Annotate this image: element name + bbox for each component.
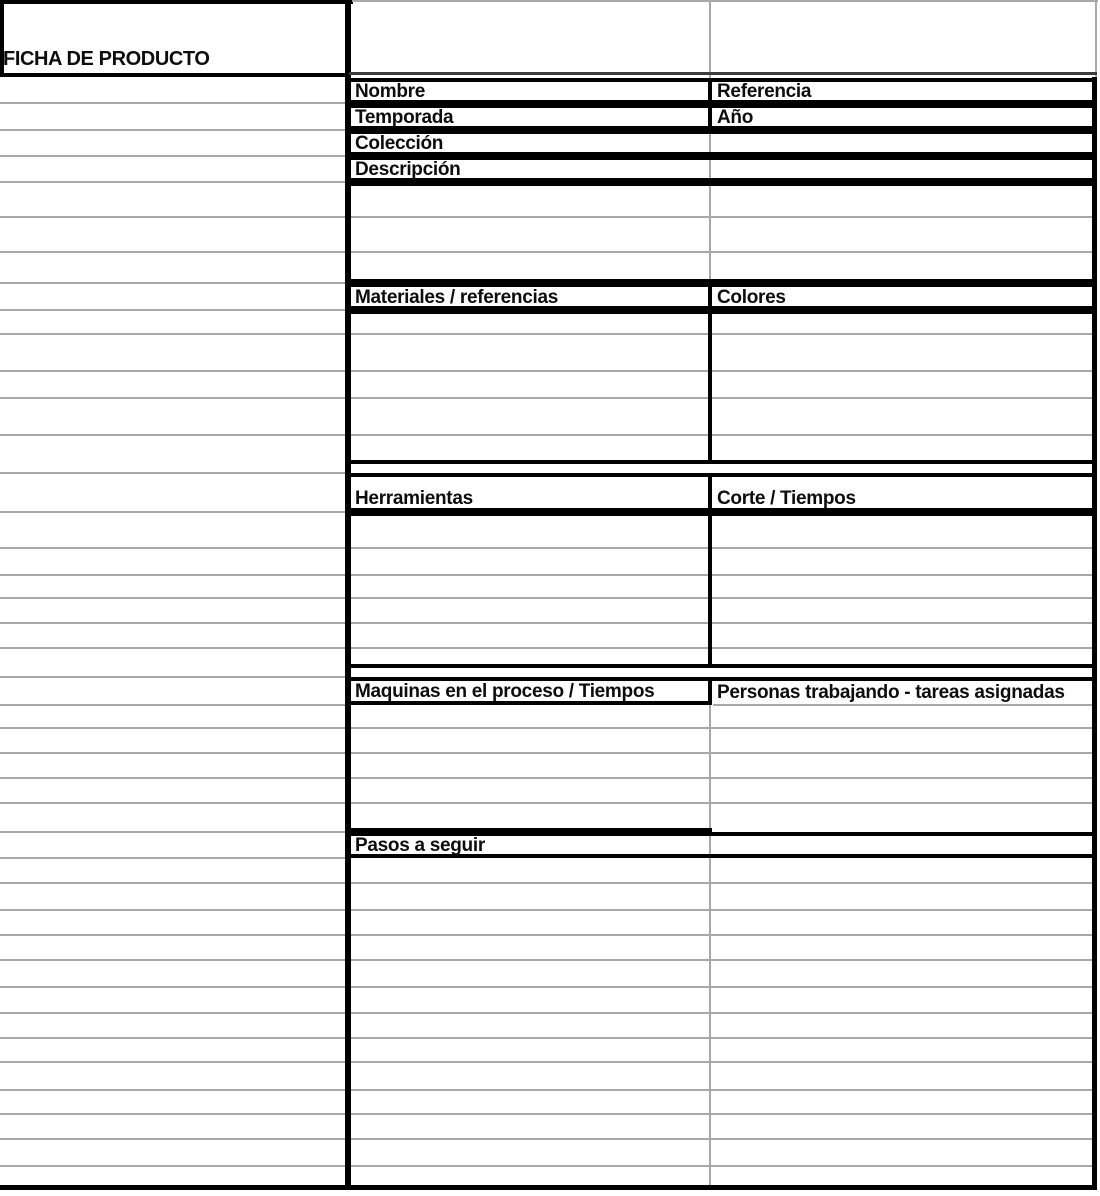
colores-label: Colores xyxy=(717,287,786,308)
coleccion-field-cell[interactable] xyxy=(345,130,1097,156)
top-gridline xyxy=(352,0,1098,2)
personas-content-area[interactable] xyxy=(713,707,1092,828)
anio-label: Año xyxy=(717,107,754,128)
materiales-label: Materiales / referencias xyxy=(355,287,558,308)
gridline xyxy=(709,0,711,78)
colores-content-cell[interactable] xyxy=(708,310,1097,464)
temporada-label: Temporada xyxy=(355,107,454,128)
bottom-border xyxy=(0,1185,1097,1190)
gridline xyxy=(1095,0,1097,78)
descripcion-content-cell[interactable] xyxy=(345,182,1097,283)
nombre-label: Nombre xyxy=(355,81,425,102)
coleccion-label: Colección xyxy=(355,133,444,154)
gridline xyxy=(713,704,1092,706)
referencia-label: Referencia xyxy=(717,81,812,102)
page-title: FICHA DE PRODUCTO xyxy=(3,48,210,70)
corte-content-cell[interactable] xyxy=(708,512,1097,668)
anio-field-cell[interactable] xyxy=(708,104,1097,130)
descripcion-label: Descripción xyxy=(355,159,461,180)
pasos-content-area[interactable] xyxy=(348,860,1092,1183)
maquinas-content-cell[interactable] xyxy=(345,705,712,832)
title-row-divider xyxy=(348,72,1097,75)
materiales-content-cell[interactable] xyxy=(345,310,712,464)
personas-label: Personas trabajando - tareas asignadas xyxy=(717,682,1065,703)
pasos-label: Pasos a seguir xyxy=(355,835,485,856)
herramientas-label: Herramientas xyxy=(355,488,473,509)
corte-label: Corte / Tiempos xyxy=(717,488,856,509)
left-column-area[interactable] xyxy=(2,79,343,1183)
herramientas-content-cell[interactable] xyxy=(345,512,712,668)
maquinas-label: Maquinas en el proceso / Tiempos xyxy=(355,681,655,702)
